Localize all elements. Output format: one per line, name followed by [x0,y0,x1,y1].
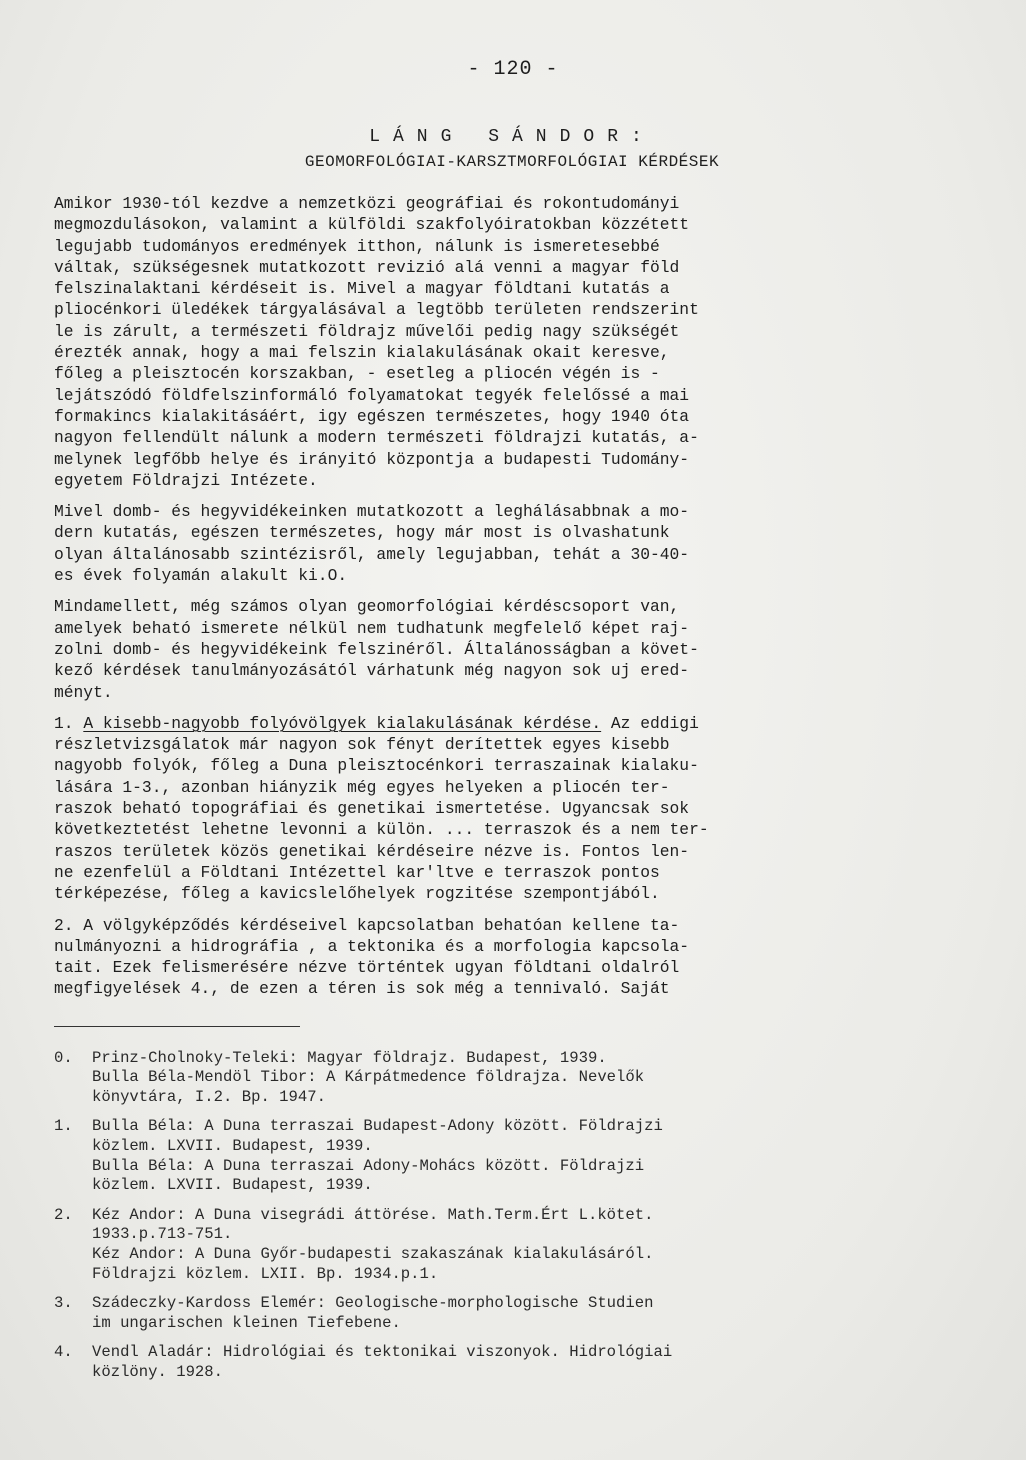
text-line: megmozdulásokon, valamint a külföldi szakfolyóiratokban közzétett [54,215,690,235]
footnote-line: könyvtára, I.2. Bp. 1947. [92,1087,326,1106]
text-line: felszinalaktani kérdéseit is. Mivel a magyar földtani kutatás a [54,279,670,299]
text-line: következtetést lehetne levonni a külön. ... terraszok és a nem ter- [54,820,709,840]
text-line: lejátszódó földfelszinformáló folyamatokat tegyék felelőssé a mai [54,385,690,405]
text-line: Amikor 1930-tól kezdve a nemzetközi geográfiai és rokontudományi [54,194,680,213]
paragraph [54,501,926,586]
text-line: melynek legfőbb helye és irányitó központja a budapesti Tudomány- [54,449,690,469]
text-line: kező kérdések tanulmányozásától várhatunk még nagyon sok uj ered- [54,661,690,681]
footnote-line: Bulla Béla: A Duna terraszai Budapest-Adony között. Földrajzi [92,1117,663,1136]
section-heading: A kisebb-nagyobb folyóvölgyek kialakulásának kérdése. [83,713,602,733]
footnote-text [92,1206,926,1284]
text-line: ne ezenfelül a Földtani Intézettel kar'ltve e terraszok pontos [54,862,660,882]
article-title: GEOMORFOLÓGIAI-KARSZTMORFOLÓGIAI KÉRDÉSEK [304,153,720,171]
paragraph [54,713,926,905]
text-line: 2. A völgyképződés kérdéseivel kapcsolatban behatóan kellene ta- [54,915,680,935]
text-line: pliocénkori üledékek tárgyalásával a legtöbb területen rendszerint [54,300,699,320]
text-line: nagyon fellendült nálunk a modern természeti földrajzi kutatás, a- [54,428,699,448]
footnote-number: 0. [54,1048,73,1067]
footnote-text [92,1294,926,1333]
footnote-line: közlem. LXVII. Budapest, 1939. [92,1137,373,1156]
footnote-line: Földrajzi közlem. LXII. Bp. 1934.p.1. [92,1264,439,1283]
text-line: nagyobb folyók, főleg a Duna pleisztocénkori terraszainak kialaku- [54,756,699,776]
page-number: - 120 - [467,58,559,81]
text-line: megfigyelések 4., de ezen a téren is sok még a tennivaló. Saját [54,979,670,999]
text-line: érezték annak, hogy a mai felszin kialakulásának okait keresve, [54,343,670,363]
text-line: amelyek beható ismerete nélkül nem tudhatunk megfelelő képet raj- [54,618,690,638]
footnote-line: Szádeczky-Kardoss Elemér: Geologische-morphologische Studien [92,1294,654,1313]
paragraph [54,596,926,702]
footnote-text [92,1117,926,1195]
footnote [54,1343,926,1382]
section-heading-line [54,713,926,734]
footnote-line: közlem. LXVII. Budapest, 1939. [92,1176,373,1195]
text-line: Mivel domb- és hegyvidékeinken mutatkozott a leghálásabbnak a mo- [54,502,690,522]
footnote-line: Bulla Béla: A Duna terraszai Adony-Mohács között. Földrajzi [92,1156,645,1175]
footnote-line: im ungarischen kleinen Tiefebene. [92,1313,401,1332]
text-line: egyetem Földrajzi Intézete. [54,470,318,490]
body-text [54,193,926,1000]
text-line: raszok beható topográfiai és genetikai ismertetése. Ugyancsak sok [54,799,690,819]
paragraph [54,915,926,1000]
text-line: olyan általánosabb szintézisről, amely legujabban, tehát a 30-40- [54,544,690,564]
section-heading-rest: Az eddigi [601,713,699,733]
footnote [54,1206,926,1284]
text-line: váltak, szükségesnek mutatkozott revizió alá venni a magyar föld [54,257,680,277]
footnote-line: Bulla Béla-Mendöl Tibor: A Kárpátmedence földrajza. Nevelők [92,1068,645,1087]
footnote-text [92,1343,926,1382]
author-name: LÁNG SÁNDOR: [369,127,655,147]
section-number: 1. [54,713,84,733]
text-line: főleg a pleisztocén korszakban, - esetleg a pliocén végén is - [54,364,660,384]
footnote-number: 4. [54,1343,73,1362]
footnote-number: 3. [54,1294,73,1313]
footnote-line: közlöny. 1928. [92,1363,224,1381]
text-line: lására 1-3., azonban hiányzik még egyes helyeken a pliocén ter- [54,777,670,797]
footnote-line: Vendl Aladár: Hidrológiai és tektonikai viszonyok. Hidrológiai [92,1343,673,1362]
text-line: legujabb tudományos eredmények itthon, nálunk is ismeretesebbé [54,236,660,256]
footnote [54,1294,926,1333]
footnote-number: 1. [54,1117,73,1136]
text-line: nulmányozni a hidrográfia , a tektonika és a morfologia kapcsola- [54,936,690,956]
text-line: zolni domb- és hegyvidékeink felszinéről. Általánosságban a követ- [54,639,699,659]
footnote [54,1117,926,1195]
text-line: térképezése, főleg a kavicslelőhelyek rogzitése szempontjából. [54,884,660,904]
text-line: Mindamellett, még számos olyan geomorfológiai kérdéscsoport van, [54,597,680,617]
text-line: ményt. [54,682,113,702]
text-line: dern kutatás, egészen természetes, hogy már most is olvashatunk [54,523,670,543]
footnote-line: Kéz Andor: A Duna visegrádi áttörése. Math.Term.Ért L.kötet. [92,1205,654,1224]
text-line: raszos területek közös genetikai kérdéseire nézve is. Fontos len- [54,841,690,861]
footnote-text [92,1049,926,1108]
footnote-line: Kéz Andor: A Duna Győr-budapesti szakaszának kialakulásáról. [92,1245,654,1264]
footnotes [54,1049,926,1383]
text-line: le is zárult, a természeti földrajz művelői pedig nagy szükségét [54,321,680,341]
text-line: formakincs kialakitásáért, igy egészen természetes, hogy 1940 óta [54,406,690,426]
text-line: tait. Ezek felismerésére nézve történtek ugyan földtani oldalról [54,958,680,978]
footnote-line: 1933.p.713-751. [92,1225,233,1244]
footnote-line: Prinz-Cholnoky-Teleki: Magyar földrajz. Budapest, 1939. [92,1048,607,1067]
text-line: részletvizsgálatok már nagyon sok fényt derítettek egyes kisebb [54,735,670,755]
paragraph [54,193,926,491]
footnote-divider [54,1026,300,1027]
text-line: es évek folyamán alakult ki.O. [54,566,348,586]
footnote-number: 2. [54,1205,73,1224]
footnote [54,1049,926,1108]
